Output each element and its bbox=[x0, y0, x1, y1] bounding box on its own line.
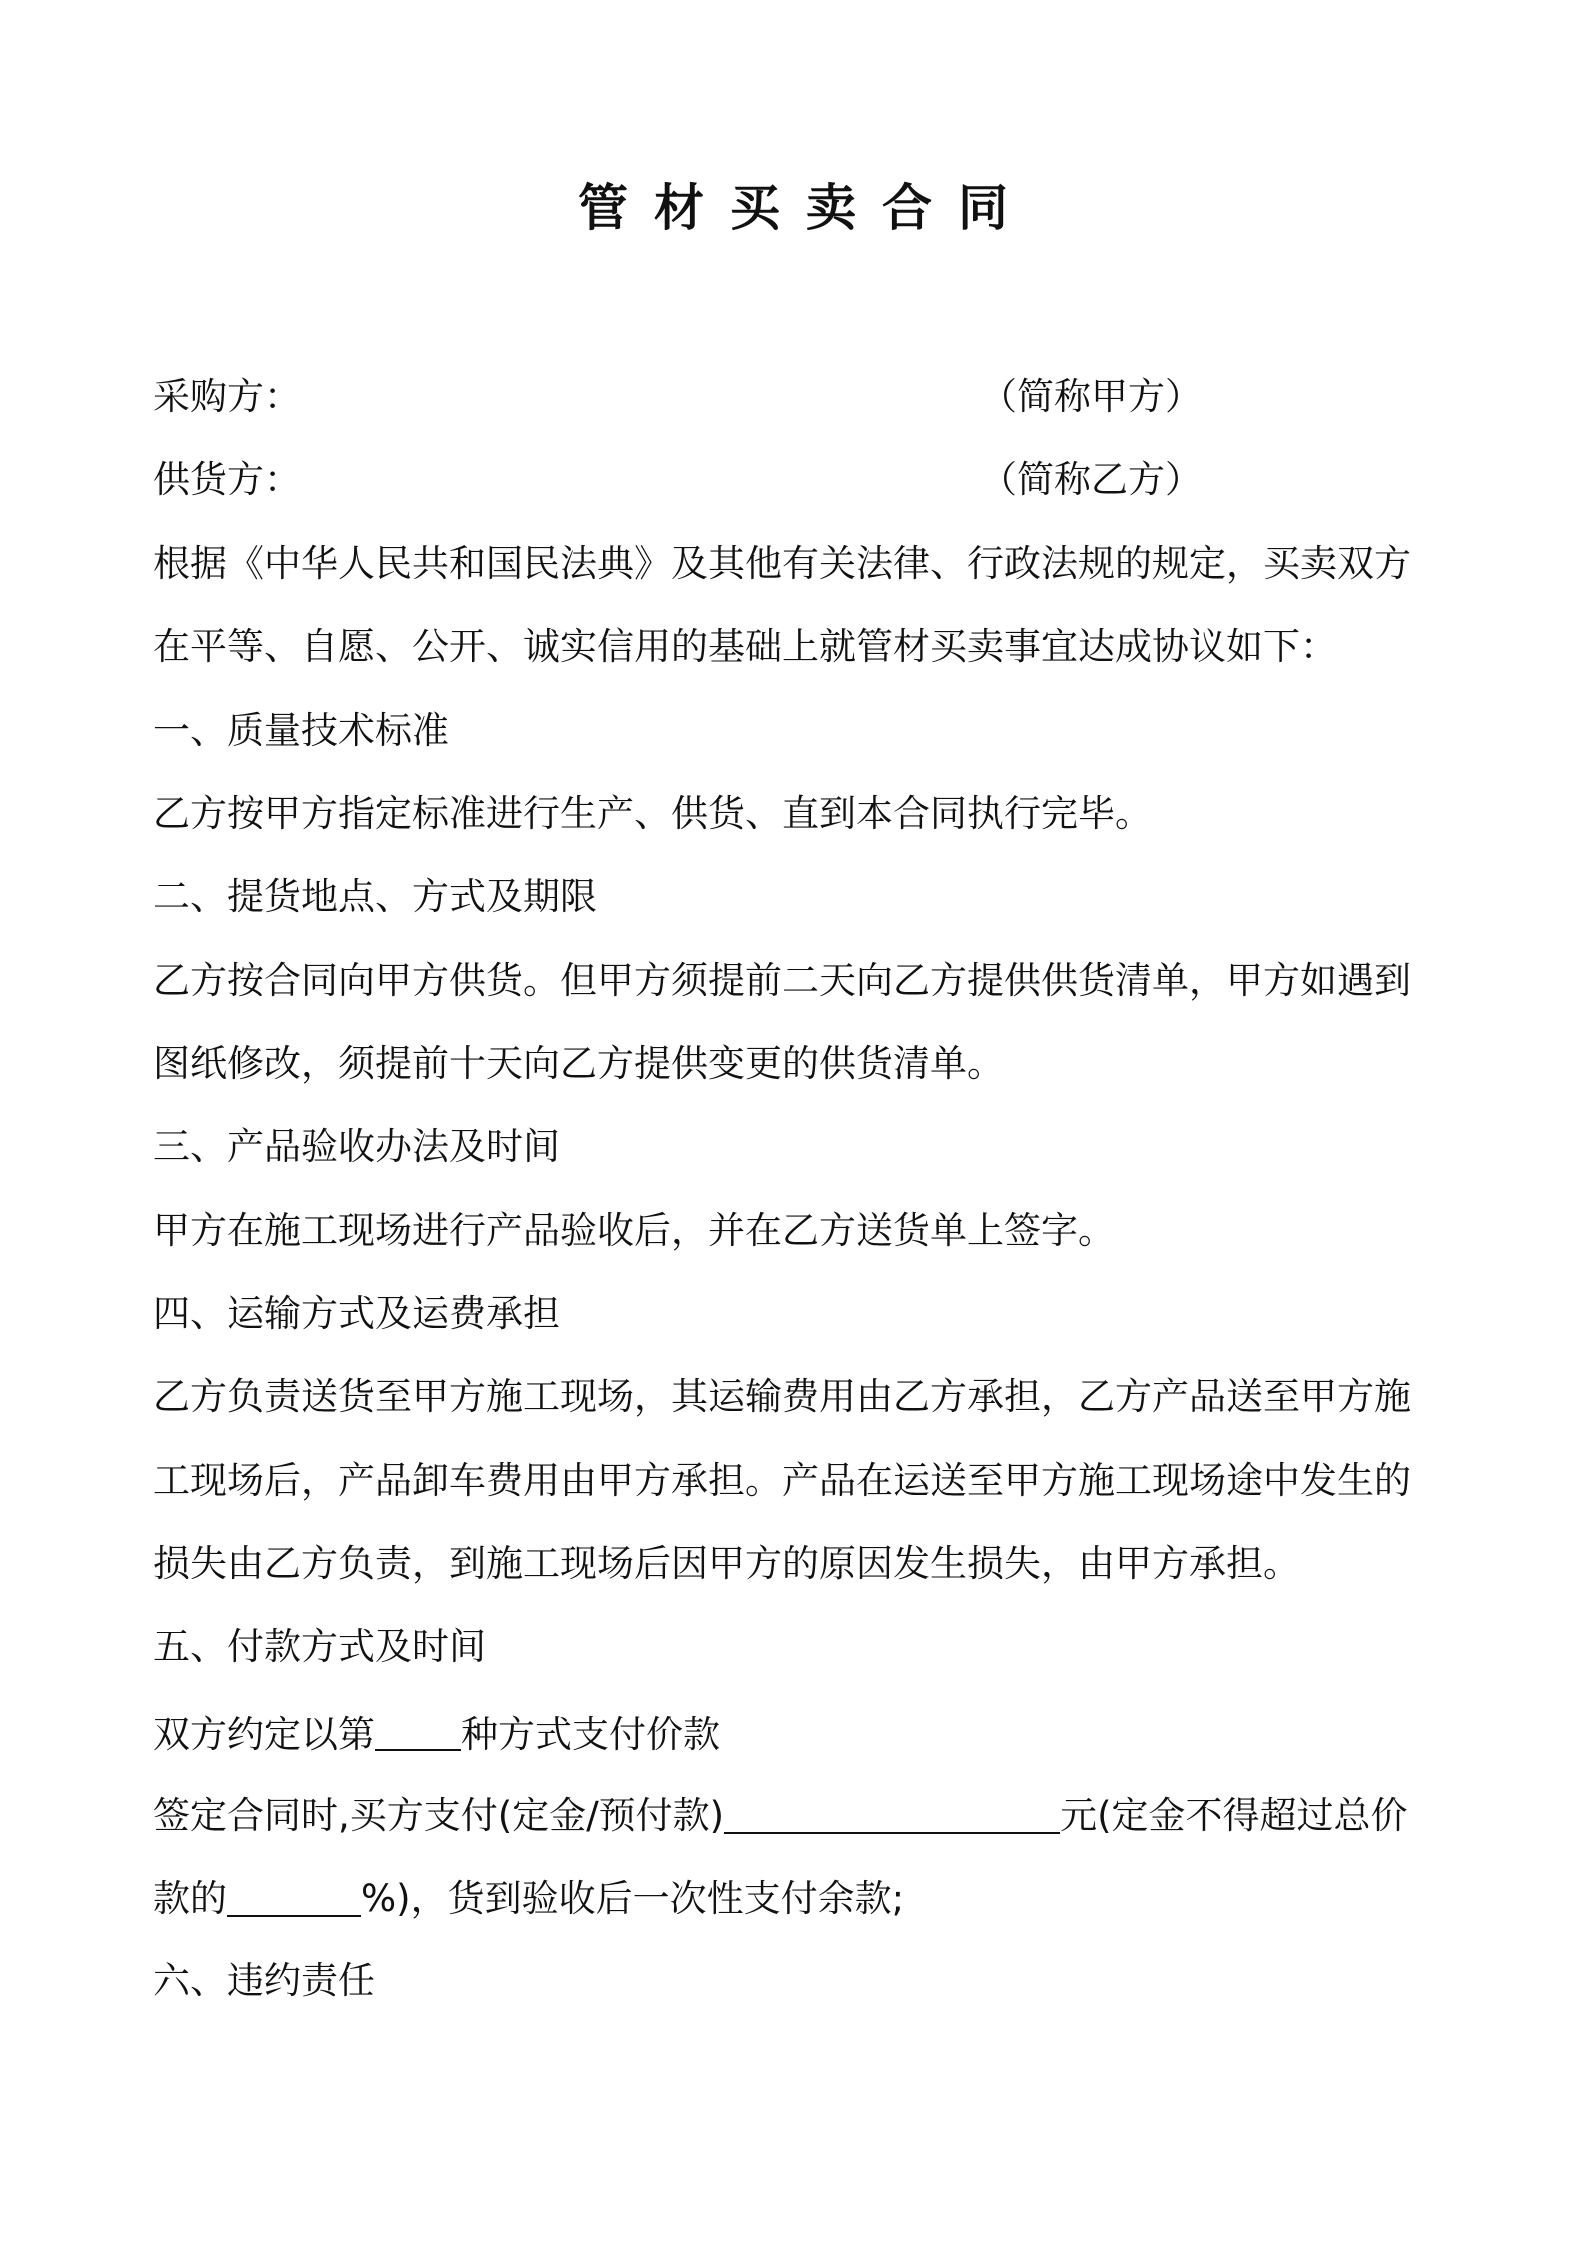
payment-method-blank[interactable] bbox=[375, 1712, 461, 1751]
payment-method-line bbox=[153, 1712, 720, 1756]
deposit-line bbox=[153, 1794, 1408, 1837]
section-heading-5: 五、付款方式及时间 bbox=[153, 1625, 486, 1668]
section-heading-6: 六、违约责任 bbox=[153, 1959, 375, 2002]
payment-method-text-b: 种方式支付价款 bbox=[461, 1713, 720, 1756]
percent-text-a: 款的 bbox=[153, 1877, 227, 1920]
document-title: 管材买卖合同 bbox=[578, 179, 1034, 237]
seller-label: 供货方： bbox=[153, 458, 301, 501]
deposit-percent-line bbox=[153, 1877, 905, 1920]
section-text: 乙方按甲方指定标准进行生产、供货、直到本合同执行完毕。 bbox=[153, 792, 1152, 835]
percent-text-b: %)，货到验收后一次性支付余款; bbox=[361, 1877, 905, 1920]
payment-method-text-a: 双方约定以第 bbox=[153, 1713, 375, 1756]
section-text: 损失由乙方负责，到施工现场后因甲方的原因发生损失，由甲方承担。 bbox=[153, 1542, 1300, 1585]
section-text: 乙方负责送货至甲方施工现场，其运输费用由乙方承担，乙方产品送至甲方施 bbox=[153, 1375, 1411, 1418]
deposit-percent-blank[interactable] bbox=[227, 1878, 361, 1917]
preamble-line: 根据《中华人民共和国民法典》及其他有关法律、行政法规的规定，买卖双方 bbox=[153, 542, 1411, 585]
section-heading-3: 三、产品验收办法及时间 bbox=[153, 1125, 560, 1168]
deposit-amount-blank[interactable] bbox=[724, 1795, 1060, 1834]
section-text: 图纸修改，须提前十天向乙方提供变更的供货清单。 bbox=[153, 1042, 1004, 1085]
section-heading-2: 二、提货地点、方式及期限 bbox=[153, 875, 597, 918]
seller-note: （简称乙方） bbox=[980, 458, 1202, 501]
section-text: 乙方按合同向甲方供货。但甲方须提前二天向乙方提供供货清单，甲方如遇到 bbox=[153, 959, 1411, 1002]
section-heading-4: 四、运输方式及运费承担 bbox=[153, 1292, 560, 1335]
deposit-text-a: 签定合同时,买方支付(定金/预付款) bbox=[153, 1794, 725, 1837]
section-heading-1: 一、质量技术标准 bbox=[153, 709, 449, 752]
section-text: 甲方在施工现场进行产品验收后，并在乙方送货单上签字。 bbox=[153, 1209, 1115, 1252]
section-text: 工现场后，产品卸车费用由甲方承担。产品在运送至甲方施工现场途中发生的 bbox=[153, 1459, 1411, 1502]
buyer-note: （简称甲方） bbox=[980, 375, 1202, 418]
buyer-label: 采购方： bbox=[153, 375, 301, 418]
preamble-line: 在平等、自愿、公开、诚实信用的基础上就管材买卖事宜达成协议如下： bbox=[153, 625, 1337, 668]
deposit-text-b: 元(定金不得超过总价 bbox=[1060, 1794, 1408, 1837]
